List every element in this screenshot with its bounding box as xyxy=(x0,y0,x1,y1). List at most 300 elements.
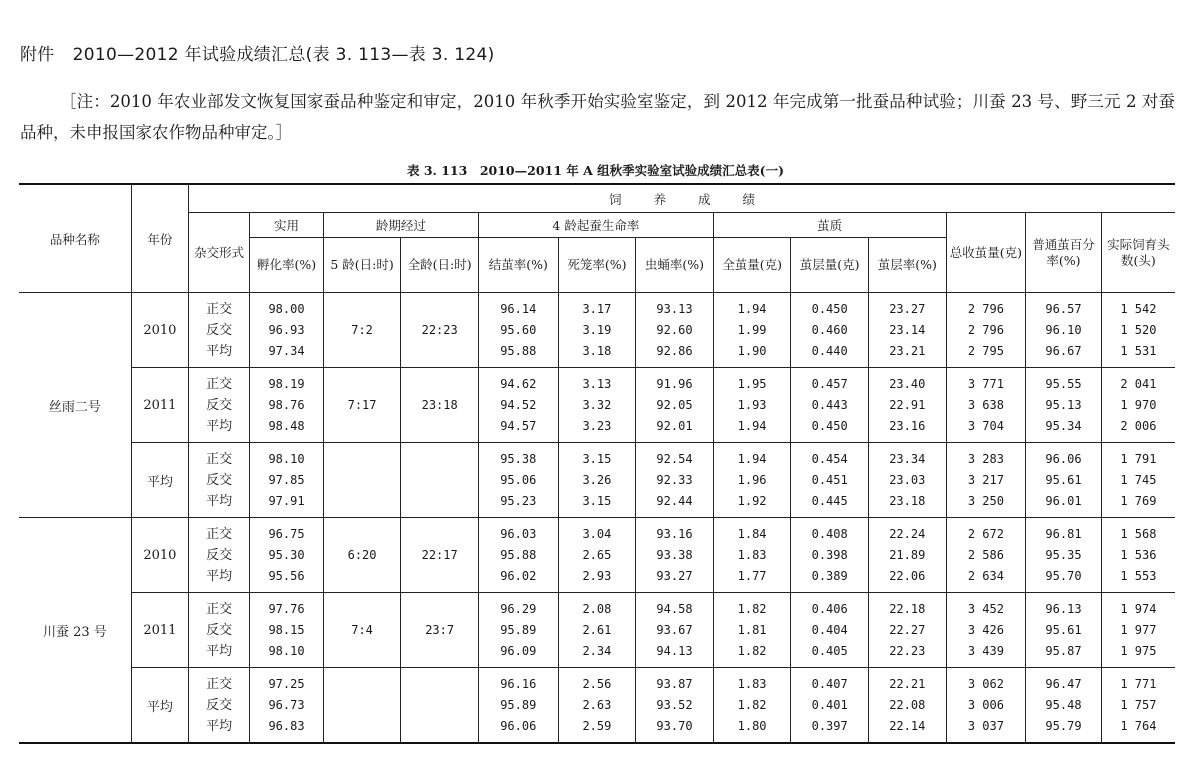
cocoon-rate-cell xyxy=(478,668,558,744)
cell-value: 95.56 xyxy=(268,568,305,583)
cell-value: 1.80 xyxy=(737,718,767,733)
cell-value: 91.96 xyxy=(656,376,693,391)
cell-value: 95.70 xyxy=(1045,568,1082,583)
cell-value: 97.25 xyxy=(268,676,305,691)
cell-value: 22.23 xyxy=(889,643,926,658)
cell-value: 95.88 xyxy=(500,547,537,562)
cell-value: 3 638 xyxy=(967,397,1004,412)
cell-value: 1.92 xyxy=(737,493,767,508)
cell-value: 3 771 xyxy=(967,376,1004,391)
cell-value: 1 975 xyxy=(1120,643,1157,658)
header-performance: 饲养成绩 xyxy=(188,184,1175,213)
cell-value: 23.21 xyxy=(889,343,926,358)
cell-value: 0.404 xyxy=(811,622,848,637)
cell-value: 23.16 xyxy=(889,418,926,433)
cell-value: 94.62 xyxy=(500,376,537,391)
cell-value: 1.83 xyxy=(737,676,767,691)
cell-value: 0.450 xyxy=(811,301,848,316)
fifth-instar-cell: 6:20 xyxy=(323,518,401,593)
shell-rate-cell xyxy=(868,293,946,368)
larvae-cell xyxy=(1101,368,1175,443)
cell-value: 2.56 xyxy=(582,676,612,691)
cell-value: 95.60 xyxy=(500,322,537,337)
cell-value: 96.01 xyxy=(1045,493,1082,508)
cell-value: 1 568 xyxy=(1120,526,1157,541)
table-caption: 表 3. 113 2010—2011 年 A 组秋季实验室试验成绩汇总表(一) xyxy=(406,163,784,178)
cell-value: 96.13 xyxy=(1045,601,1082,616)
table-row xyxy=(19,443,1175,518)
cell-value: 96.73 xyxy=(268,697,305,712)
total-yield-cell xyxy=(946,368,1026,443)
header-shell-wt: 茧层量(克) xyxy=(791,238,869,293)
whole-cocoon-cell xyxy=(713,593,791,668)
cell-value: 2 796 xyxy=(967,322,1004,337)
shell-rate-cell xyxy=(868,668,946,744)
cell-value: 92.44 xyxy=(656,493,693,508)
cell-value: 94.58 xyxy=(656,601,693,616)
cell-value: 1 553 xyxy=(1120,568,1157,583)
dead-cocoon-cell xyxy=(558,668,636,744)
cell-value: 反交 xyxy=(206,472,233,488)
cell-value: 2.34 xyxy=(582,643,612,658)
header-cocoon-quality: 茧质 xyxy=(713,213,946,238)
normal-pct-cell xyxy=(1026,443,1102,518)
header-fourth-instar-vitality: 4 龄起蚕生命率 xyxy=(478,213,713,238)
cell-value: 反交 xyxy=(206,322,233,338)
header-dead-cocoon-rate: 死笼率(%) xyxy=(558,238,636,293)
cell-value: 92.33 xyxy=(656,472,693,487)
cell-value: 22.21 xyxy=(889,676,926,691)
shell-wt-cell xyxy=(791,668,869,744)
cell-value: 22.14 xyxy=(889,718,926,733)
whole-cocoon-cell xyxy=(713,518,791,593)
cocoon-rate-cell xyxy=(478,518,558,593)
cell-value: 22.24 xyxy=(889,526,926,541)
cell-value: 98.76 xyxy=(268,397,305,412)
cell-value: 22.27 xyxy=(889,622,926,637)
cell-value: 97.76 xyxy=(268,601,305,616)
table-body xyxy=(19,293,1175,744)
cell-value: 98.15 xyxy=(268,622,305,637)
cell-value: 2.08 xyxy=(582,601,612,616)
cell-value: 95.89 xyxy=(500,622,537,637)
year-cell: 2010 xyxy=(131,293,188,368)
cell-value: 96.16 xyxy=(500,676,537,691)
total-yield-cell xyxy=(946,668,1026,744)
cell-value: 92.60 xyxy=(656,322,693,337)
appendix-prefix: 附件 xyxy=(20,45,55,65)
full-instar-cell: 23:18 xyxy=(401,368,479,443)
header-variety: 品种名称 xyxy=(19,184,131,293)
cell-value: 92.86 xyxy=(656,343,693,358)
cell-value: 3.13 xyxy=(582,376,612,391)
cell-value: 96.93 xyxy=(268,322,305,337)
cell-value: 1.81 xyxy=(737,622,767,637)
cell-value: 1.82 xyxy=(737,601,767,616)
total-yield-cell xyxy=(946,443,1026,518)
cell-value: 93.16 xyxy=(656,526,693,541)
cell-value: 1 536 xyxy=(1120,547,1157,562)
cell-value: 1 791 xyxy=(1120,451,1157,466)
shell-rate-cell xyxy=(868,593,946,668)
whole-cocoon-cell xyxy=(713,293,791,368)
cross-type-cell xyxy=(188,518,249,593)
normal-pct-cell xyxy=(1026,668,1102,744)
cell-value: 96.06 xyxy=(500,718,537,733)
cell-value: 3.15 xyxy=(582,451,612,466)
year-cell: 2011 xyxy=(131,368,188,443)
dead-cocoon-cell xyxy=(558,518,636,593)
cell-value: 93.38 xyxy=(656,547,693,562)
cell-value: 95.61 xyxy=(1045,622,1082,637)
appendix-title xyxy=(20,40,495,65)
cell-value: 2.63 xyxy=(582,697,612,712)
cell-value: 23.34 xyxy=(889,451,926,466)
header-full-instar: 全龄(日:时) xyxy=(401,238,479,293)
cell-value: 2 672 xyxy=(967,526,1004,541)
header-normal-cocoon-pct: 普通茧百分率(%) xyxy=(1026,213,1102,293)
larvae-cell xyxy=(1101,443,1175,518)
year-cell: 2011 xyxy=(131,593,188,668)
cell-value: 1 764 xyxy=(1120,718,1157,733)
cell-value: 0.445 xyxy=(811,493,848,508)
cell-value: 1 977 xyxy=(1120,622,1157,637)
cell-value: 0.407 xyxy=(811,676,848,691)
cell-value: 93.67 xyxy=(656,622,693,637)
cell-value: 23.40 xyxy=(889,376,926,391)
cross-type-cell xyxy=(188,593,249,668)
cell-value: 98.10 xyxy=(268,643,305,658)
cell-value: 平均 xyxy=(206,718,233,734)
cell-value: 23.18 xyxy=(889,493,926,508)
cell-value: 96.81 xyxy=(1045,526,1082,541)
shell-wt-cell xyxy=(791,293,869,368)
shell-rate-cell xyxy=(868,518,946,593)
cell-value: 96.75 xyxy=(268,526,305,541)
header-instar-duration: 龄期经过 xyxy=(323,213,478,238)
cell-value: 92.54 xyxy=(656,451,693,466)
cell-value: 96.83 xyxy=(268,718,305,733)
year-cell: 平均 xyxy=(131,668,188,744)
cell-value: 反交 xyxy=(206,697,233,713)
hatch-rate-cell xyxy=(250,293,324,368)
cell-value: 1.82 xyxy=(737,643,767,658)
cell-value: 93.87 xyxy=(656,676,693,691)
cell-value: 98.19 xyxy=(268,376,305,391)
cocoon-rate-cell xyxy=(478,293,558,368)
cell-value: 1.77 xyxy=(737,568,767,583)
cell-value: 95.88 xyxy=(500,343,537,358)
cell-value: 3 006 xyxy=(967,697,1004,712)
cell-value: 0.450 xyxy=(811,418,848,433)
cell-value: 1.96 xyxy=(737,472,767,487)
cell-value: 96.57 xyxy=(1045,301,1082,316)
cell-value: 1.90 xyxy=(737,343,767,358)
cell-value: 反交 xyxy=(206,547,233,563)
pupation-cell xyxy=(636,668,714,744)
cell-value: 94.13 xyxy=(656,643,693,658)
header-shell-rate: 茧层率(%) xyxy=(868,238,946,293)
cell-value: 反交 xyxy=(206,397,233,413)
full-instar-cell: 22:23 xyxy=(401,293,479,368)
full-instar-cell xyxy=(401,443,479,518)
hatch-rate-cell xyxy=(250,518,324,593)
cell-value: 3.26 xyxy=(582,472,612,487)
variety-name-cell: 川蚕 23 号 xyxy=(19,518,131,744)
cell-value: 3.18 xyxy=(582,343,612,358)
cell-value: 平均 xyxy=(206,343,233,359)
total-yield-cell xyxy=(946,293,1026,368)
cell-value: 98.48 xyxy=(268,418,305,433)
year-cell: 2010 xyxy=(131,518,188,593)
header-practical: 实用 xyxy=(250,213,324,238)
year-cell: 平均 xyxy=(131,443,188,518)
table-row xyxy=(19,668,1175,744)
cell-value: 3 250 xyxy=(967,493,1004,508)
table-row xyxy=(19,518,1175,593)
cell-value: 22.18 xyxy=(889,601,926,616)
cell-value: 1 769 xyxy=(1120,493,1157,508)
cell-value: 3.19 xyxy=(582,322,612,337)
cell-value: 97.34 xyxy=(268,343,305,358)
pupation-cell xyxy=(636,293,714,368)
cell-value: 93.52 xyxy=(656,697,693,712)
cell-value: 95.23 xyxy=(500,493,537,508)
cell-value: 3 452 xyxy=(967,601,1004,616)
shell-wt-cell xyxy=(791,443,869,518)
cell-value: 3.04 xyxy=(582,526,612,541)
dead-cocoon-cell xyxy=(558,443,636,518)
cell-value: 92.01 xyxy=(656,418,693,433)
header-fifth-instar: 5 龄(日:时) xyxy=(323,238,401,293)
cell-value: 0.408 xyxy=(811,526,848,541)
cell-value: 94.52 xyxy=(500,397,537,412)
cell-value: 2 041 xyxy=(1120,376,1157,391)
whole-cocoon-cell xyxy=(713,443,791,518)
cross-type-cell xyxy=(188,293,249,368)
full-instar-cell: 22:17 xyxy=(401,518,479,593)
cell-value: 98.10 xyxy=(268,451,305,466)
cell-value: 2 586 xyxy=(967,547,1004,562)
cell-value: 95.13 xyxy=(1045,397,1082,412)
hatch-rate-cell xyxy=(250,593,324,668)
cell-value: 0.443 xyxy=(811,397,848,412)
cocoon-rate-cell xyxy=(478,368,558,443)
cell-value: 95.61 xyxy=(1045,472,1082,487)
cell-value: 1.94 xyxy=(737,418,767,433)
cell-value: 3.23 xyxy=(582,418,612,433)
header-cocoon-yield-rate: 结茧率(%) xyxy=(478,238,558,293)
cell-value: 22.08 xyxy=(889,697,926,712)
cell-value: 1 745 xyxy=(1120,472,1157,487)
cell-value: 97.91 xyxy=(268,493,305,508)
cell-value: 正交 xyxy=(206,301,233,317)
pupation-cell xyxy=(636,593,714,668)
cell-value: 2.65 xyxy=(582,547,612,562)
cell-value: 1.99 xyxy=(737,322,767,337)
cell-value: 1.84 xyxy=(737,526,767,541)
cell-value: 22.91 xyxy=(889,397,926,412)
cell-value: 1 771 xyxy=(1120,676,1157,691)
larvae-cell xyxy=(1101,293,1175,368)
cell-value: 平均 xyxy=(206,568,233,584)
table-row xyxy=(19,593,1175,668)
cell-value: 98.00 xyxy=(268,301,305,316)
dead-cocoon-cell xyxy=(558,293,636,368)
shell-wt-cell xyxy=(791,593,869,668)
cell-value: 正交 xyxy=(206,601,233,617)
normal-pct-cell xyxy=(1026,518,1102,593)
full-instar-cell xyxy=(401,668,479,744)
cell-value: 97.85 xyxy=(268,472,305,487)
cell-value: 3 704 xyxy=(967,418,1004,433)
cell-value: 3 426 xyxy=(967,622,1004,637)
pupation-cell xyxy=(636,518,714,593)
header-pupation-rate: 虫蛹率(%) xyxy=(636,238,714,293)
cell-value: 95.89 xyxy=(500,697,537,712)
cell-value: 96.02 xyxy=(500,568,537,583)
cell-value: 1 970 xyxy=(1120,397,1157,412)
cell-value: 0.401 xyxy=(811,697,848,712)
cell-value: 1 542 xyxy=(1120,301,1157,316)
cell-value: 0.405 xyxy=(811,643,848,658)
results-table xyxy=(19,183,1175,744)
pupation-cell xyxy=(636,443,714,518)
cell-value: 0.398 xyxy=(811,547,848,562)
cell-value: 3.17 xyxy=(582,301,612,316)
cell-value: 2 795 xyxy=(967,343,1004,358)
cell-value: 1.83 xyxy=(737,547,767,562)
cell-value: 0.406 xyxy=(811,601,848,616)
cell-value: 93.27 xyxy=(656,568,693,583)
normal-pct-cell xyxy=(1026,593,1102,668)
cell-value: 95.35 xyxy=(1045,547,1082,562)
cell-value: 3 037 xyxy=(967,718,1004,733)
cross-type-cell xyxy=(188,368,249,443)
cell-value: 96.14 xyxy=(500,301,537,316)
fifth-instar-cell: 7:4 xyxy=(323,593,401,668)
cell-value: 0.440 xyxy=(811,343,848,358)
cell-value: 1 757 xyxy=(1120,697,1157,712)
cell-value: 95.87 xyxy=(1045,643,1082,658)
cell-value: 0.451 xyxy=(811,472,848,487)
cell-value: 0.389 xyxy=(811,568,848,583)
cell-value: 96.67 xyxy=(1045,343,1082,358)
dead-cocoon-cell xyxy=(558,593,636,668)
cell-value: 96.47 xyxy=(1045,676,1082,691)
cell-value: 23.14 xyxy=(889,322,926,337)
cell-value: 95.55 xyxy=(1045,376,1082,391)
cell-value: 0.460 xyxy=(811,322,848,337)
full-instar-cell: 23:7 xyxy=(401,593,479,668)
cell-value: 3.32 xyxy=(582,397,612,412)
shell-wt-cell xyxy=(791,518,869,593)
header-year: 年份 xyxy=(131,184,188,293)
cell-value: 96.10 xyxy=(1045,322,1082,337)
cocoon-rate-cell xyxy=(478,593,558,668)
cell-value: 正交 xyxy=(206,451,233,467)
cell-value: 0.457 xyxy=(811,376,848,391)
cell-value: 1 974 xyxy=(1120,601,1157,616)
larvae-cell xyxy=(1101,668,1175,744)
cell-value: 95.48 xyxy=(1045,697,1082,712)
cell-value: 正交 xyxy=(206,676,233,692)
cross-type-cell xyxy=(188,443,249,518)
table-row xyxy=(19,368,1175,443)
shell-wt-cell xyxy=(791,368,869,443)
dead-cocoon-cell xyxy=(558,368,636,443)
cell-value: 反交 xyxy=(206,622,233,638)
fifth-instar-cell: 7:17 xyxy=(323,368,401,443)
cell-value: 正交 xyxy=(206,376,233,392)
larvae-cell xyxy=(1101,518,1175,593)
cell-value: 2.61 xyxy=(582,622,612,637)
header-actual-larvae: 实际饲育头数(头) xyxy=(1101,213,1175,293)
cell-value: 1.95 xyxy=(737,376,767,391)
cell-value: 2 006 xyxy=(1120,418,1157,433)
cell-value: 96.06 xyxy=(1045,451,1082,466)
cell-value: 92.05 xyxy=(656,397,693,412)
cell-value: 平均 xyxy=(206,643,233,659)
cell-value: 96.03 xyxy=(500,526,537,541)
cell-value: 93.13 xyxy=(656,301,693,316)
larvae-cell xyxy=(1101,593,1175,668)
cell-value: 95.34 xyxy=(1045,418,1082,433)
cell-value: 平均 xyxy=(206,418,233,434)
total-yield-cell xyxy=(946,518,1026,593)
cell-value: 94.57 xyxy=(500,418,537,433)
cell-value: 22.06 xyxy=(889,568,926,583)
cell-value: 1.93 xyxy=(737,397,767,412)
cell-value: 23.27 xyxy=(889,301,926,316)
cell-value: 23.03 xyxy=(889,472,926,487)
cell-value: 1.94 xyxy=(737,301,767,316)
hatch-rate-cell xyxy=(250,368,324,443)
cell-value: 3.15 xyxy=(582,493,612,508)
hatch-rate-cell xyxy=(250,668,324,744)
cell-value: 0.454 xyxy=(811,451,848,466)
cell-value: 95.38 xyxy=(500,451,537,466)
cell-value: 93.70 xyxy=(656,718,693,733)
header-cross-type: 杂交形式 xyxy=(188,213,249,293)
cell-value: 1.94 xyxy=(737,451,767,466)
cell-value: 正交 xyxy=(206,526,233,542)
cross-type-cell xyxy=(188,668,249,744)
variety-name-cell: 丝雨二号 xyxy=(19,293,131,518)
shell-rate-cell xyxy=(868,443,946,518)
hatch-rate-cell xyxy=(250,443,324,518)
appendix-title-text: 2010—2012 年试验成绩汇总(表 3. 113—表 3. 124) xyxy=(72,45,495,65)
normal-pct-cell xyxy=(1026,293,1102,368)
cell-value: 2.59 xyxy=(582,718,612,733)
table-row xyxy=(19,293,1175,368)
cell-value: 2 796 xyxy=(967,301,1004,316)
cell-value: 0.397 xyxy=(811,718,848,733)
fifth-instar-cell xyxy=(323,443,401,518)
cell-value: 95.06 xyxy=(500,472,537,487)
cell-value: 1 531 xyxy=(1120,343,1157,358)
cell-value: 3 439 xyxy=(967,643,1004,658)
cell-value: 95.79 xyxy=(1045,718,1082,733)
whole-cocoon-cell xyxy=(713,368,791,443)
cell-value: 3 283 xyxy=(967,451,1004,466)
cell-value: 96.29 xyxy=(500,601,537,616)
cell-value: 95.30 xyxy=(268,547,305,562)
normal-pct-cell xyxy=(1026,368,1102,443)
cell-value: 3 062 xyxy=(967,676,1004,691)
cell-value: 2.93 xyxy=(582,568,612,583)
cell-value: 21.89 xyxy=(889,547,926,562)
